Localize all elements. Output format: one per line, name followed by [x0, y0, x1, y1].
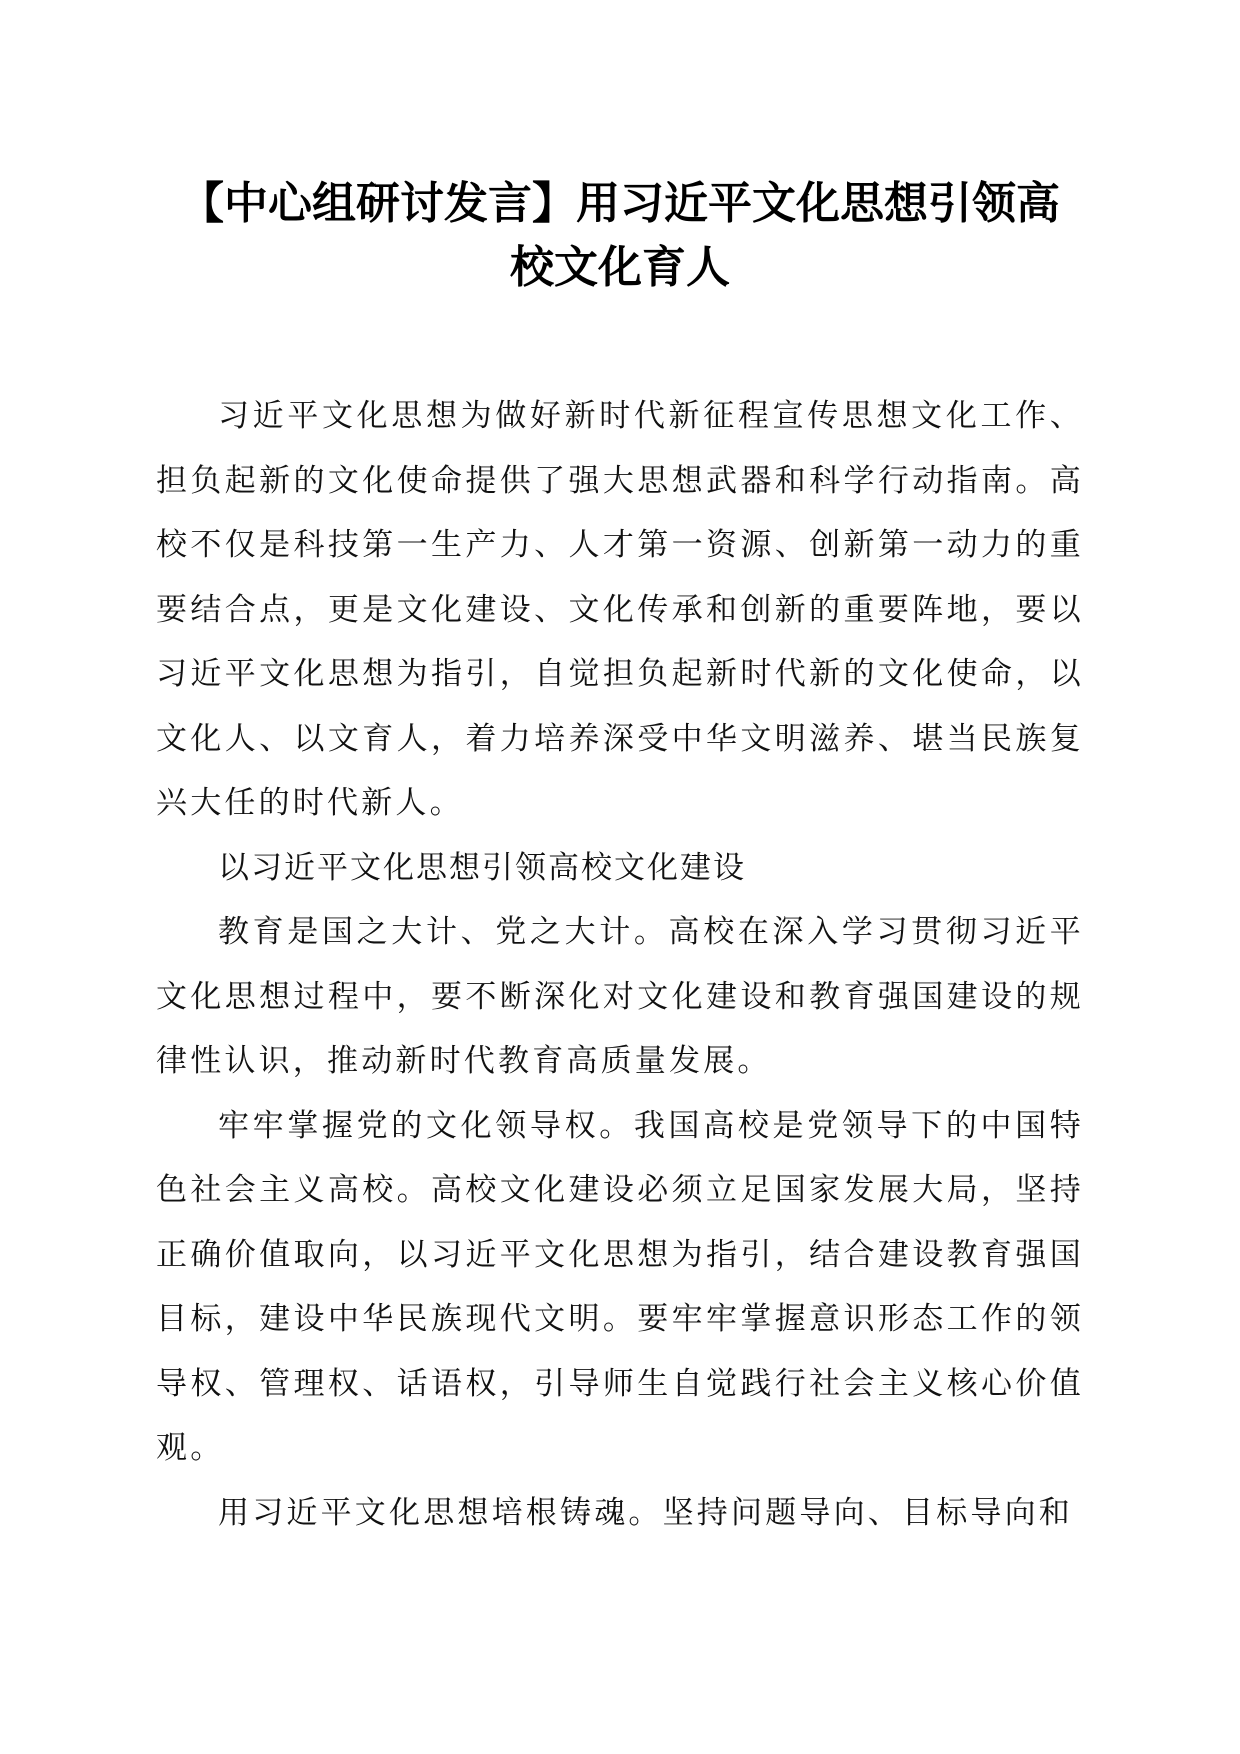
document-body: [156, 384, 1084, 1545]
paragraph-root-soul: 用习近平文化思想培根铸魂。坚持问题导向、目标导向和: [218, 1494, 1073, 1531]
section-heading: 以习近平文化思想引领高校文化建设: [218, 849, 746, 886]
title-line-1: 【中心组研讨发言】用习近平文化思想引领高: [180, 178, 1060, 229]
paragraph-leadership: 牢牢掌握党的文化领导权。我国高校是党领导下的中国特色社会主义高校。高校文化建设必须立足国家发展大局，坚持正确价值取向，以习近平文化思想为指引，结合建设教育强国目标，建设中华民族现代文明。要牢牢掌握意识形态工作的领导权、管理权、话语权，引导师生自觉践行社会主义核心价值观。: [156, 1107, 1084, 1466]
paragraph-education: 教育是国之大计、党之大计。高校在深入学习贯彻习近平文化思想过程中，要不断深化对文化建设和教育强国建设的规律性认识，推动新时代教育高质量发展。: [156, 914, 1084, 1079]
document-title: [150, 172, 1090, 300]
title-line-2: 校文化育人: [510, 242, 730, 293]
paragraph-intro: 习近平文化思想为做好新时代新征程宣传思想文化工作、担负起新的文化使命提供了强大思想武器和科学行动指南。高校不仅是科技第一生产力、人才第一资源、创新第一动力的重要结合点，更是文化建设、文化传承和创新的重要阵地，要以习近平文化思想为指引，自觉担负起新时代新的文化使命，以文化人、以文育人，着力培养深受中华文明滋养、堪当民族复兴大任的时代新人。: [156, 398, 1084, 821]
